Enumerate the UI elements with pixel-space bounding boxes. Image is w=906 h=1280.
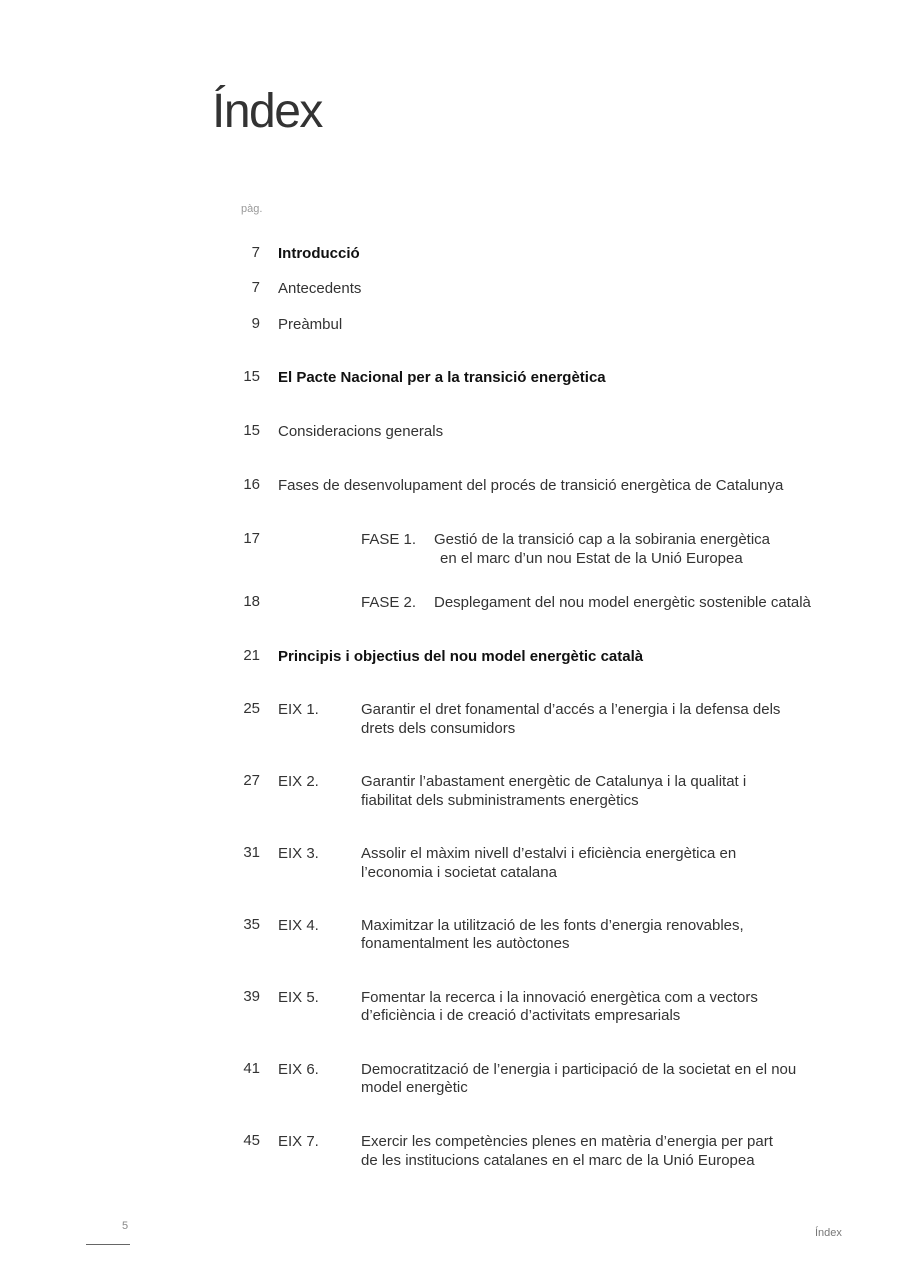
toc-entry-eix4[interactable]: Maximitzar la utilització de les fonts d’energia renovables, [361,917,744,934]
toc-entry-eix2-cont[interactable]: fiabilitat dels subministraments energètics [361,792,639,809]
toc-page-number: 17 [243,530,260,547]
toc-entry-eix3-cont[interactable]: l’economia i societat catalana [361,864,557,881]
toc-page-number: 9 [251,315,260,332]
toc-entry-eix6[interactable]: Democratització de l’energia i participació de la societat en el nou [361,1061,797,1078]
page-column-label: pàg. [241,203,263,215]
toc-entry-fase-label: FASE 1. [361,531,417,548]
toc-entry-principis[interactable]: Principis i objectius del nou model energètic català [278,648,644,665]
toc-entry-consideracions[interactable]: Consideracions generals [278,423,444,440]
toc-entry-eix7[interactable]: Exercir les competències plenes en matèria d’energia per part [361,1133,773,1150]
toc-page-number: 41 [243,1060,260,1077]
toc-entry-eix-label: EIX 2. [278,773,319,790]
toc-entry-eix5[interactable]: Fomentar la recerca i la innovació energètica com a vectors [361,989,758,1006]
toc-entry-pacte-nacional[interactable]: El Pacte Nacional per a la transició energètica [278,369,606,386]
toc-page-number: 15 [243,422,260,439]
toc-page-number: 16 [243,476,260,493]
toc-entry-eix-label: EIX 6. [278,1061,319,1078]
toc-entry-eix2[interactable]: Garantir l’abastament energètic de Catalunya i la qualitat i [361,773,747,790]
footer-page-number: 5 [122,1220,129,1232]
toc-page-number: 31 [243,844,260,861]
toc-entry-eix7-cont[interactable]: de les institucions catalanes en el marc de la Unió Europea [361,1152,755,1169]
toc-entry-fases[interactable]: Fases de desenvolupament del procés de transició energètica de Catalunya [278,477,784,494]
footer-section-label: Índex [815,1227,842,1239]
toc-entry-eix-label: EIX 5. [278,989,319,1006]
toc-entry-eix4-cont[interactable]: fonamentalment les autòctones [361,935,570,952]
toc-page-number: 35 [243,916,260,933]
toc-entry-eix3[interactable]: Assolir el màxim nivell d’estalvi i eficiència energètica en [361,845,737,862]
toc-entry-eix5-cont[interactable]: d’eficiència i de creació d’activitats empresarials [361,1007,681,1024]
toc-page-number: 39 [243,988,260,1005]
toc-entry-fase1-cont[interactable]: en el marc d’un nou Estat de la Unió Europea [440,550,743,567]
toc-page-number: 7 [251,244,260,261]
toc-entry-preambul[interactable]: Preàmbul [278,316,343,333]
toc-entry-eix-label: EIX 4. [278,917,319,934]
toc-page-number: 18 [243,593,260,610]
toc-entry-fase2[interactable]: Desplegament del nou model energètic sostenible català [434,594,811,611]
toc-page-number: 7 [251,279,260,296]
toc-entry-eix-label: EIX 3. [278,845,319,862]
toc-entry-antecedents[interactable]: Antecedents [278,280,362,297]
footer-divider [86,1244,130,1245]
toc-page-number: 15 [243,368,260,385]
toc-page-number: 45 [243,1132,260,1149]
toc-entry-eix6-cont[interactable]: model energètic [361,1079,468,1096]
toc-entry-eix1[interactable]: Garantir el dret fonamental d’accés a l’energia i la defensa dels [361,701,781,718]
toc-entry-eix-label: EIX 7. [278,1133,319,1150]
page-title: Índex [212,85,322,138]
toc-entry-eix1-cont[interactable]: drets dels consumidors [361,720,516,737]
toc-page-number: 21 [243,647,260,664]
toc-entry-fase-label: FASE 2. [361,594,417,611]
toc-page-number: 25 [243,700,260,717]
toc-entry-fase1[interactable]: Gestió de la transició cap a la sobirania energètica [434,531,771,548]
toc-page-number: 27 [243,772,260,789]
toc-entry-introduccio[interactable]: Introducció [278,245,360,262]
toc-entry-eix-label: EIX 1. [278,701,319,718]
